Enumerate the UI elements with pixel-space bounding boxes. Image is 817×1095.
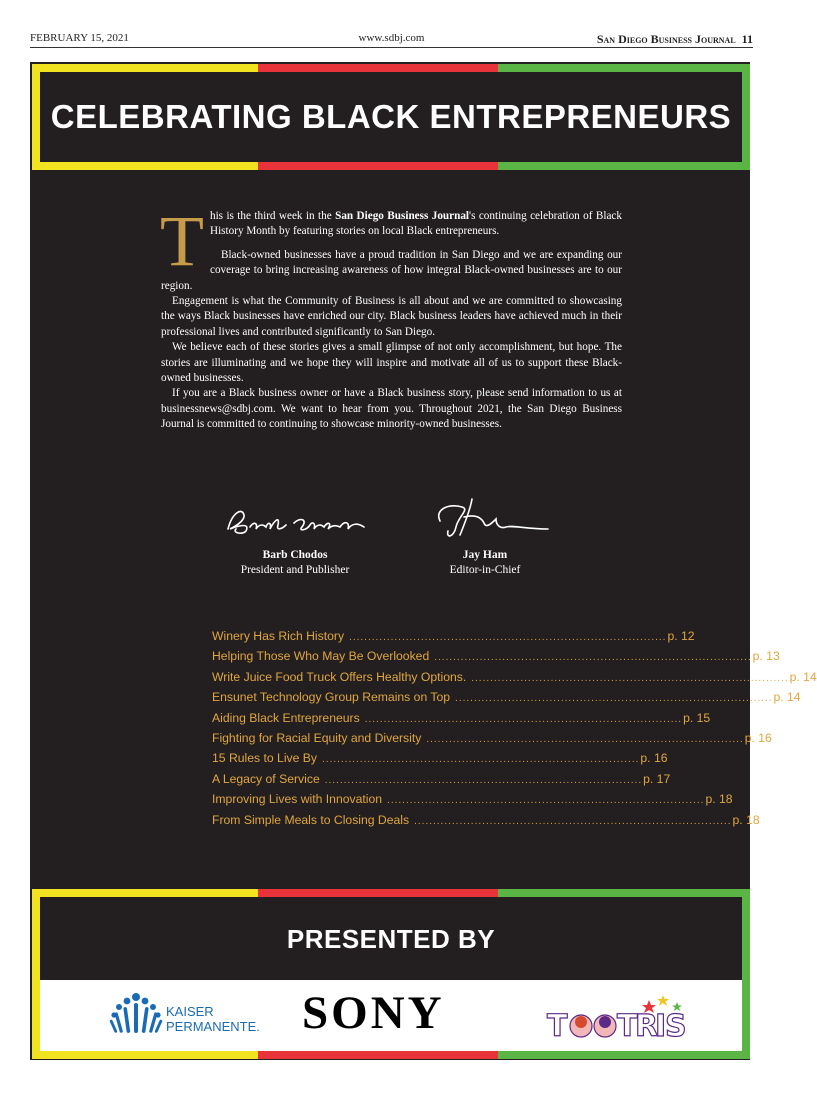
toc-page: p. 16 (640, 751, 668, 766)
toc-page: p. 18 (705, 792, 733, 807)
signer-title-2: Editor-in-Chief (449, 564, 521, 576)
letter-paragraph-3: Engagement is what the Community of Business is all about and we are committed to showcasing the ways Black businesses have enriched our city. Black business leaders have achieved much in their professional lives and contributed significantly to San Diego. (161, 295, 622, 338)
svg-text:I: I (655, 1009, 667, 1044)
toc-row[interactable]: Helping Those Who May Be Overlooked .................................................................................... p. 13 (212, 649, 780, 664)
toc-row[interactable]: Improving Lives with Innovation .................................................................................... p. 18 (212, 792, 733, 807)
table-of-contents (212, 629, 817, 833)
header-rule (30, 47, 753, 48)
toc-row[interactable]: Winery Has Rich History .................................................................................... p. 12 (212, 629, 695, 643)
page-header (30, 32, 753, 48)
toc-page: p. 16 (744, 730, 772, 745)
tootris-image (545, 992, 685, 1047)
signature-image-1 (210, 495, 380, 543)
kaiser-line-2: PERMANENTE. (166, 1019, 260, 1034)
kaiser-permanente-logo[interactable] (110, 990, 260, 1040)
toc-label: From Simple Meals to Closing Deals (212, 812, 410, 827)
toc-page: p. 12 (667, 629, 695, 643)
letter-paragraph-4: We believe each of these stories gives a small glimpse of not only accomplishment, but hope. The stories are illuminating and we hope they will inspire and motivate all of us to support these Black-owned businesses. (161, 341, 622, 385)
svg-text:R: R (635, 1009, 659, 1044)
letter-paragraph-5: If you are a Black business owner or have a Black business story, please send information to us at businessnews@sdbj.com. We want to hear from you. Throughout 2021, the San Diego Business Journal is committed to continuing to showcase minority-owned businesses. (161, 387, 622, 431)
toc-row[interactable]: A Legacy of Service .................................................................................... p. 17 (212, 771, 671, 786)
toc-row[interactable]: From Simple Meals to Closing Deals .................................................................................... p. 18 (212, 812, 760, 827)
drop-cap: T (160, 201, 204, 281)
toc-row[interactable]: Fighting for Racial Equity and Diversity .................................................................................... p. 16 (212, 730, 772, 745)
toc-row[interactable]: 15 Rules to Live By .................................................................................... p. 16 (212, 751, 668, 766)
signer-title-1: President and Publisher (240, 564, 350, 576)
toc-row[interactable]: Ensunet Technology Group Remains on Top .................................................................................... p. 14 (212, 690, 801, 705)
tootris-wordmark: TOOTRIS (615, 1045, 620, 1046)
p1-text: his is the third week in the (209, 210, 336, 222)
p1-text-end: 's continuing celebration of Black History Month by featuring stories on local Black entrepreneurs. (209, 210, 622, 238)
signatures (200, 495, 580, 585)
toc-page: p. 17 (643, 771, 671, 786)
issue-date: FEBRUARY 15, 2021 (30, 32, 129, 44)
sponsor-logos (40, 980, 742, 1051)
signature-image-2 (400, 495, 570, 543)
toc-label: Helping Those Who May Be Overlooked (212, 649, 430, 664)
toc-label: Ensunet Technology Group Remains on Top (212, 690, 451, 705)
toc-label: A Legacy of Service (212, 771, 320, 786)
svg-text:T: T (617, 1009, 638, 1044)
toc-label: Fighting for Racial Equity and Diversity (212, 730, 422, 745)
toc-page: p. 14 (789, 669, 817, 684)
presented-by-heading: PRESENTED BY (286, 924, 496, 954)
toc-label: Winery Has Rich History (212, 629, 345, 643)
toc-label: 15 Rules to Live By (212, 751, 318, 766)
toc-label: Aiding Black Entrepreneurs (212, 710, 360, 725)
letter-paragraph-2: Black-owned businesses have a proud tradition in San Diego and we are expanding our coverage to bring increasing awareness of how integral Black-owned businesses are to our region. (161, 248, 622, 292)
p1-bold: San Diego Business Journal (335, 210, 470, 222)
kaiser-line-1: KAISER (166, 1004, 214, 1019)
publication-title: San Diego Business Journal (596, 32, 736, 46)
page-number: 11 (741, 32, 753, 46)
signature-block-2 (390, 495, 580, 576)
signer-name-2: Jay Ham (462, 549, 508, 561)
toc-page: p. 18 (732, 812, 760, 827)
svg-text:T: T (547, 1009, 568, 1044)
kaiser-figures-icon (110, 990, 162, 1040)
publisher-letter (160, 201, 622, 433)
sony-logo[interactable]: SONY (302, 987, 445, 1039)
toc-label: Improving Lives with Innovation (212, 792, 383, 807)
toc-row[interactable]: Aiding Black Entrepreneurs .................................................................................... p. 15 (212, 710, 711, 725)
publication-name (597, 32, 753, 47)
site-url[interactable]: www.sdbj.com (358, 32, 425, 44)
headline: CELEBRATING BLACK ENTREPRENEURS (50, 98, 732, 135)
signer-name-1: Barb Chodos (262, 549, 328, 561)
toc-row[interactable]: Write Juice Food Truck Offers Healthy Options. .................................................................................... p. 14 (212, 669, 817, 684)
svg-text:S: S (665, 1009, 687, 1044)
toc-page: p. 13 (752, 649, 780, 664)
toc-page: p. 14 (773, 690, 801, 705)
toc-label: Write Juice Food Truck Offers Healthy Options. (212, 669, 467, 684)
tootris-logo[interactable] (545, 992, 685, 1052)
kaiser-wordmark (166, 1004, 260, 1034)
toc-page: p. 15 (683, 710, 711, 725)
signature-block-1 (200, 495, 390, 576)
